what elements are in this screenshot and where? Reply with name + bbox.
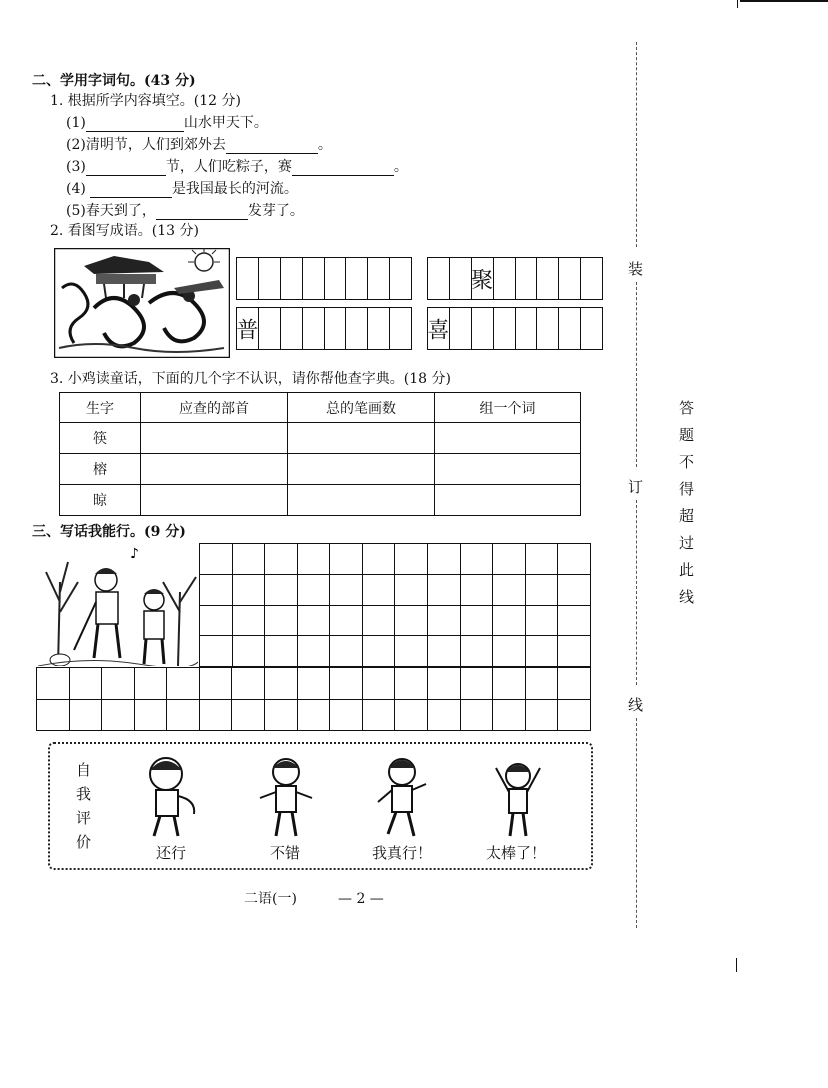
answer-cell[interactable] (288, 485, 435, 516)
new-char: 筷 (60, 423, 141, 454)
answer-cell[interactable] (288, 423, 435, 454)
idiom-grid-2[interactable] (427, 257, 603, 300)
idiom-grid-1[interactable] (236, 257, 412, 300)
eval-level-2[interactable]: 不错 (270, 844, 301, 862)
q1-blank-4[interactable] (90, 183, 172, 198)
binding-dash-line (636, 42, 637, 247)
dragon-boat-picture (54, 248, 230, 358)
dictionary-table (59, 392, 581, 516)
scan-edge-mark (736, 958, 737, 972)
binding-dash-line (636, 500, 637, 685)
eval-level-1[interactable]: 还行 (156, 844, 187, 862)
eval-level-4[interactable]: 太棒了！ (486, 844, 547, 862)
writing-grid-upper[interactable] (199, 543, 591, 667)
answer-cell[interactable] (141, 454, 288, 485)
answer-cell[interactable] (435, 423, 581, 454)
binding-ding: 订 (628, 478, 644, 496)
binding-zhuang: 装 (628, 260, 644, 278)
scan-edge-mark (737, 0, 738, 8)
q1-title: 1. 根据所学内容填空。(12 分) (50, 93, 241, 109)
q1-item-3: (3) 节，人们吃粽子，赛 。 (66, 159, 408, 175)
idiom-grid-4[interactable] (427, 307, 603, 350)
binding-dash-line (636, 282, 637, 467)
char-ju: 聚 (471, 268, 494, 293)
child-figure-4 (488, 754, 548, 838)
q1-blank-5[interactable] (156, 205, 248, 220)
q1-item-4: (4) 是我国最长的河流。 (66, 181, 298, 197)
svg-text:♪: ♪ (130, 546, 139, 562)
scan-edge-mark (740, 0, 828, 2)
q1-item-5: (5)春天到了， 发芽了。 (66, 203, 304, 219)
q1-item-1: (1) 山水甲天下。 (66, 115, 268, 131)
q2-title: 2. 看图写成语。(13 分) (50, 223, 199, 239)
col-header: 生字 (60, 393, 141, 423)
writing-grid-lower[interactable] (36, 667, 591, 731)
binding-xian: 线 (628, 696, 644, 714)
q1-blank-3a[interactable] (86, 161, 166, 176)
footer-page-label: 二语(一) (244, 891, 297, 907)
idiom-grid-3[interactable] (236, 307, 412, 350)
new-char: 榕 (60, 454, 141, 485)
table-row (60, 423, 581, 454)
answer-cell[interactable] (141, 485, 288, 516)
q3-title: 3. 小鸡读童话，下面的几个字不认识，请你帮他查字典。(18 分) (50, 371, 451, 387)
section2-title: 二、学用字词句。(43 分) (32, 73, 196, 89)
self-eval-label: 自 我 评 价 (76, 761, 92, 851)
col-header: 应查的部首 (141, 393, 288, 423)
child-figure-3 (372, 754, 432, 838)
col-header: 总的笔画数 (288, 393, 435, 423)
answer-cell[interactable] (141, 423, 288, 454)
table-row (60, 454, 581, 485)
char-pu: 普 (236, 318, 259, 343)
table-row (60, 485, 581, 516)
binding-notice: 答题不得超过此线 (677, 400, 695, 616)
q1-blank-3b[interactable] (292, 161, 394, 176)
q1-item-2: (2)清明节，人们到郊外去 。 (66, 137, 332, 153)
answer-cell[interactable] (435, 485, 581, 516)
answer-cell[interactable] (435, 454, 581, 485)
q1-blank-2[interactable] (226, 139, 318, 154)
q1-blank-1[interactable] (86, 117, 184, 132)
table-header-row (60, 393, 581, 423)
answer-cell[interactable] (288, 454, 435, 485)
child-figure-1 (138, 752, 208, 838)
col-header: 组一个词 (435, 393, 581, 423)
binding-dash-line (636, 718, 637, 928)
char-xi: 喜 (427, 318, 450, 343)
new-char: 晾 (60, 485, 141, 516)
child-figure-2 (256, 754, 316, 838)
section3-title: 三、写话我能行。(9 分) (32, 524, 186, 540)
children-planting-picture (38, 542, 198, 666)
footer-page-number: — 2 — (338, 891, 384, 907)
eval-level-3[interactable]: 我真行！ (372, 844, 433, 862)
